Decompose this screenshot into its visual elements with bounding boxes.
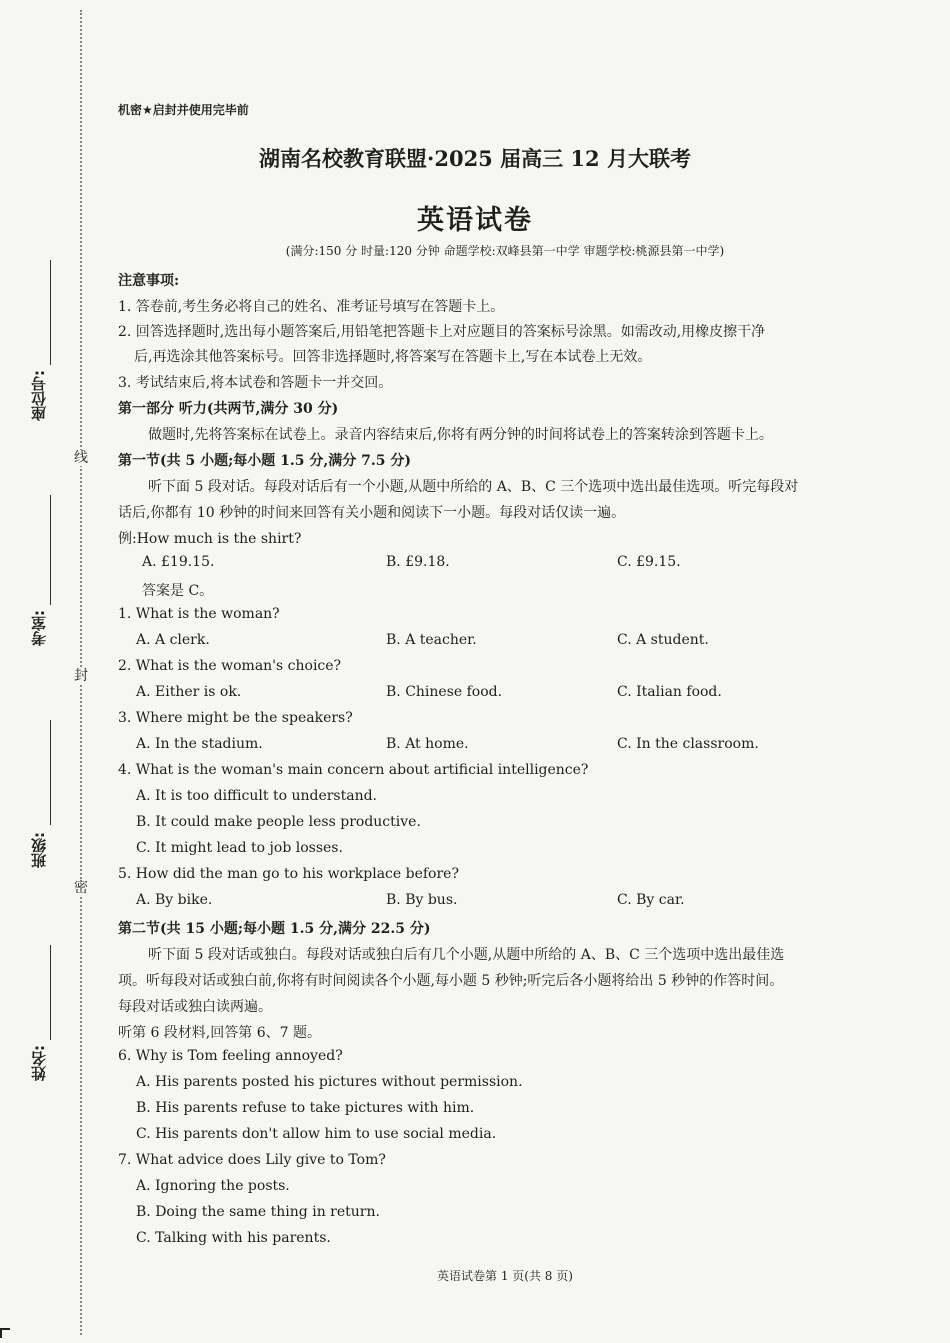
q2-option-c[interactable]: C. Italian food. <box>617 684 722 700</box>
question-7: 7. What advice does Lily give to Tom? <box>118 1152 386 1168</box>
subject-title: 英语试卷 <box>417 205 533 236</box>
notice-heading: 注意事项: <box>118 273 180 289</box>
material-instruction: 听第 6 段材料,回答第 6、7 题。 <box>118 1025 321 1041</box>
notice-item: 后,再选涂其他答案标号。回答非选择题时,将答案写在答题卡上,写在本试卷上无效。 <box>134 349 652 365</box>
q3-option-c[interactable]: C. In the classroom. <box>617 736 759 752</box>
q5-option-c[interactable]: C. By car. <box>617 892 685 908</box>
corner-mark <box>0 1328 10 1338</box>
section1-intro-line: 听下面 5 段对话。每段对话后有一个小题,从题中所给的 A、B、C 三个选项中选出最佳选项。听完每段对 <box>148 479 799 495</box>
question-2: 2. What is the woman's choice? <box>118 658 342 674</box>
q7-option-b[interactable]: B. Doing the same thing in return. <box>136 1204 380 1220</box>
section2-intro-line: 听下面 5 段对话或独白。每段对话或独白后有几个小题,从题中所给的 A、B、C 三个选项中选出最佳选 <box>148 947 785 963</box>
class-label: 班级: <box>30 832 48 868</box>
section1-heading: 第一节(共 5 小题;每小题 1.5 分,满分 7.5 分) <box>118 453 411 469</box>
question-3: 3. Where might be the speakers? <box>118 710 353 726</box>
part1-intro: 做题时,先将答案标在试卷上。录音内容结束后,你将有两分钟的时间将试卷上的答案转涂到答题卡上。 <box>148 427 773 443</box>
name-label: 姓名: <box>30 1045 48 1081</box>
seat-number-line <box>50 260 51 365</box>
question-4: 4. What is the woman's main concern about artificial intelligence? <box>118 762 589 778</box>
name-line <box>50 945 51 1040</box>
example-answer: 答案是 C。 <box>142 583 214 599</box>
q5-option-a[interactable]: A. By bike. <box>136 892 213 908</box>
exam-room-field[interactable] <box>28 495 62 660</box>
q4-option-c[interactable]: C. It might lead to job losses. <box>136 840 343 856</box>
q6-option-a[interactable]: A. His parents posted his pictures without permission. <box>136 1074 523 1090</box>
q3-option-a[interactable]: A. In the stadium. <box>136 736 263 752</box>
binding-mark-secret: 密 <box>74 880 88 896</box>
name-field[interactable] <box>28 945 62 1105</box>
q4-option-b[interactable]: B. It could make people less productive. <box>136 814 421 830</box>
exam-room-line <box>50 495 51 605</box>
q3-option-b[interactable]: B. At home. <box>386 736 469 752</box>
q2-option-a[interactable]: A. Either is ok. <box>136 684 242 700</box>
section2-intro-line: 项。听每段对话或独白前,你将有时间阅读各个小题,每小题 5 秒钟;听完后各小题将给出 5 秒钟的作答时间。 <box>118 973 784 989</box>
class-line <box>50 720 51 825</box>
q6-option-c[interactable]: C. His parents don't allow him to use social media. <box>136 1126 497 1142</box>
section2-heading: 第二节(共 15 小题;每小题 1.5 分,满分 22.5 分) <box>118 921 431 937</box>
q1-option-b[interactable]: B. A teacher. <box>386 632 477 648</box>
q6-option-b[interactable]: B. His parents refuse to take pictures with him. <box>136 1100 475 1116</box>
notice-item: 2. 回答选择题时,选出每小题答案后,用铅笔把答题卡上对应题目的答案标号涂黑。如需改动,用橡皮擦干净 <box>118 324 766 340</box>
q5-option-b[interactable]: B. By bus. <box>386 892 458 908</box>
q7-option-a[interactable]: A. Ignoring the posts. <box>136 1178 290 1194</box>
confidential-notice: 机密★启封并使用完毕前 <box>118 103 249 117</box>
q1-option-a[interactable]: A. A clerk. <box>136 632 210 648</box>
seat-number-field[interactable] <box>28 260 62 435</box>
question-1: 1. What is the woman? <box>118 606 280 622</box>
question-5: 5. How did the man go to his workplace before? <box>118 866 459 882</box>
example-option-c: C. £9.15. <box>617 554 681 570</box>
q2-option-b[interactable]: B. Chinese food. <box>386 684 503 700</box>
seat-number-label: 座位号: <box>30 370 48 421</box>
question-6: 6. Why is Tom feeling annoyed? <box>118 1048 343 1064</box>
example-option-a: A. £19.15. <box>142 554 215 570</box>
exam-title: 湖南名校教育联盟·2025 届高三 12 月大联考 <box>259 146 691 171</box>
binding-mark-seal: 封 <box>74 668 88 684</box>
section1-intro-line: 话后,你都有 10 秒钟的时间来回答有关小题和阅读下一小题。每段对话仅读一遍。 <box>118 505 626 521</box>
q1-option-c[interactable]: C. A student. <box>617 632 709 648</box>
notice-item: 1. 答卷前,考生务必将自己的姓名、准考证号填写在答题卡上。 <box>118 299 505 315</box>
example-question: 例:How much is the shirt? <box>118 531 302 547</box>
q4-option-a[interactable]: A. It is too difficult to understand. <box>136 788 378 804</box>
class-field[interactable] <box>28 720 62 885</box>
binding-mark-line: 线 <box>74 450 88 466</box>
page-footer: 英语试卷第 1 页(共 8 页) <box>437 1269 573 1283</box>
exam-info: (满分:150 分 时量:120 分钟 命题学校:双峰县第一中学 审题学校:桃源县第一中学) <box>285 244 725 258</box>
exam-room-label: 考室: <box>30 610 48 646</box>
example-option-b: B. £9.18. <box>386 554 450 570</box>
section2-intro-line: 每段对话或独白读两遍。 <box>118 999 272 1015</box>
part1-heading: 第一部分 听力(共两节,满分 30 分) <box>118 401 339 417</box>
notice-item: 3. 考试结束后,将本试卷和答题卡一并交回。 <box>118 375 393 391</box>
q7-option-c[interactable]: C. Talking with his parents. <box>136 1230 331 1246</box>
